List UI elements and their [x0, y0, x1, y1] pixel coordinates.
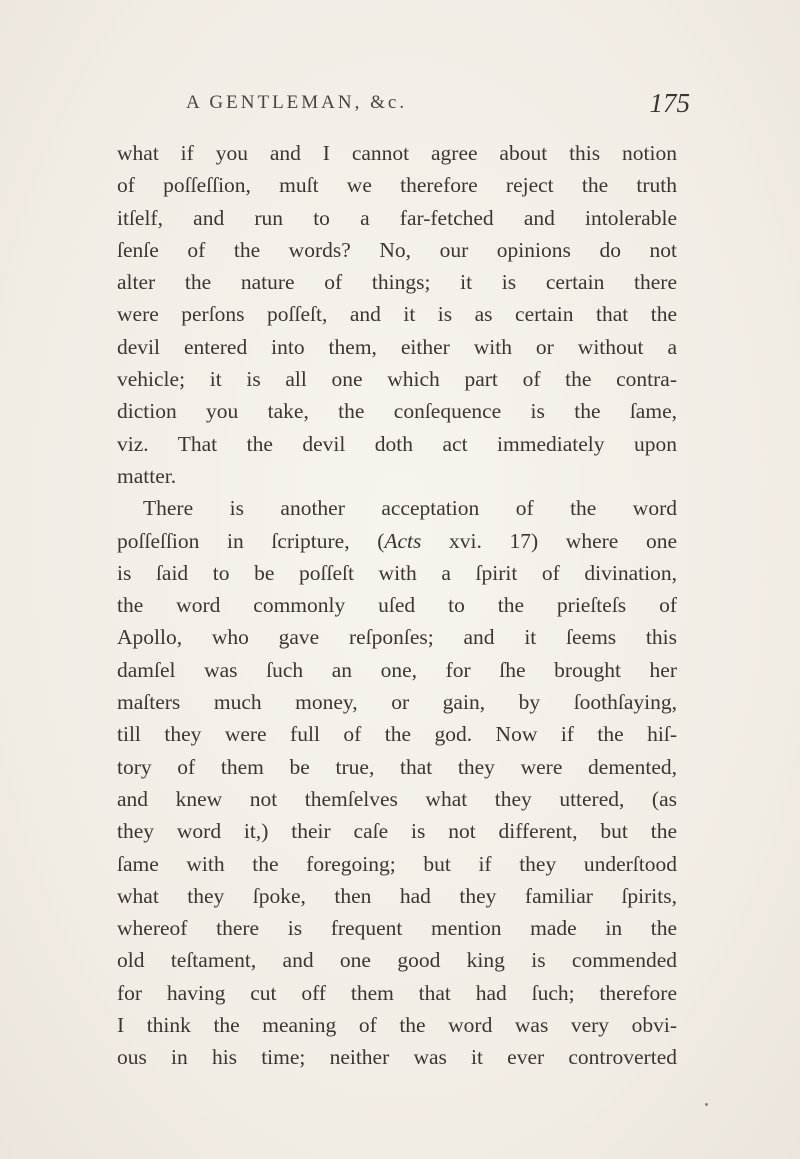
text-line: vehicle; it is all one which part of the contra-	[117, 367, 677, 392]
text-line: viz. That the devil doth act immediately upon	[117, 431, 677, 456]
body-text	[117, 137, 677, 1074]
running-head	[130, 88, 690, 128]
text-line: whereof there is frequent mention made in the	[117, 916, 677, 941]
text-line: till they were full of the god. Now if the hiſ-	[117, 722, 677, 747]
text-line: ſame with the foregoing; but if they underſtood	[117, 851, 677, 876]
text-line: diction you take, the conſequence is the ſame,	[117, 399, 677, 424]
text-line: were perſons poſſeſt, and it is as certain that the	[117, 302, 677, 327]
text-line: damſel was ſuch an one, for ſhe brought her	[117, 657, 677, 682]
text-line: what if you and I cannot agree about this notion	[117, 141, 677, 165]
text-line: poſſeſſion in ſcripture, (Acts xvi. 17) where one	[117, 528, 677, 553]
text-line: There is another acceptation of the word	[143, 496, 677, 521]
text-line: matter.	[117, 463, 177, 488]
page-number: 175	[649, 88, 690, 118]
text-line: they word it,) their caſe is not different, but the	[117, 819, 677, 844]
running-title: A GENTLEMAN, &c.	[186, 92, 408, 113]
text-line: itſelf, and run to a far-fetched and intolerable	[117, 205, 677, 230]
text-line: and knew not themſelves what they uttered, (as	[117, 786, 677, 811]
text-line: what they ſpoke, then had they familiar ſpirits,	[117, 883, 677, 908]
text-line: old teſtament, and one good king is commended	[117, 948, 677, 973]
text-line: devil entered into them, either with or without a	[117, 334, 677, 359]
text-line: Apollo, who gave reſponſes; and it ſeems this	[117, 625, 677, 650]
text-line: tory of them be true, that they were demented,	[117, 754, 677, 779]
text-line: the word commonly uſed to the prieſteſs of	[117, 593, 677, 618]
text-line: ous in his time; neither was it ever controverted	[117, 1045, 677, 1070]
text-line: I think the meaning of the word was very obvi-	[117, 1013, 677, 1038]
paper-speck	[705, 1103, 708, 1106]
text-line: ſenſe of the words? No, our opinions do not	[117, 237, 677, 262]
text-line: alter the nature of things; it is certain there	[117, 270, 677, 295]
text-line: is ſaid to be poſſeſt with a ſpirit of divination,	[117, 560, 677, 585]
text-line: maſters much money, or gain, by ſoothſaying,	[117, 690, 677, 715]
text-line: of poſſeſſion, muſt we therefore reject the truth	[117, 173, 677, 198]
text-line: for having cut off them that had ſuch; therefore	[117, 980, 677, 1005]
